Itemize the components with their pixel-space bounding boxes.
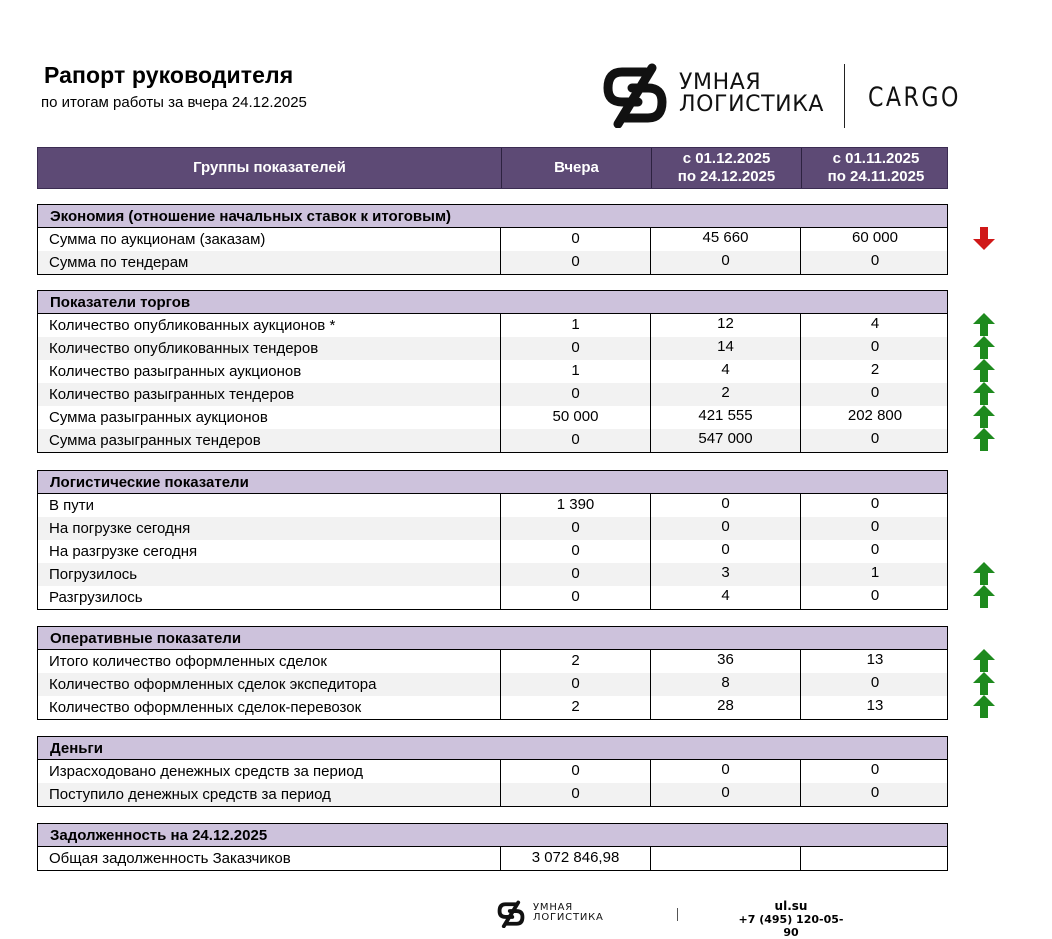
trend-up-arrow-icon [972,427,996,452]
value-previous-period: 0 [870,384,880,401]
logo-divider [844,64,845,128]
value-previous-period: 0 [870,495,880,512]
table-row [38,783,947,806]
value-current-period [651,847,801,870]
row-label: Разгрузилось [38,586,501,609]
header-current-period: с 01.12.2025 по 24.12.2025 [652,148,802,188]
row-label: В пути [38,494,501,517]
trend-up-arrow-icon [972,358,996,383]
value-yesterday: 2 [501,650,651,673]
value-yesterday: 0 [501,228,651,251]
value-yesterday: 0 [501,586,651,609]
value-current-period: 14 [651,337,801,360]
value-previous-period: 0 [870,761,880,778]
row-label: Сумма по аукционам (заказам) [38,228,501,251]
value-previous-period: 0 [870,674,880,691]
value-previous-period: 0 [870,541,880,558]
header-yesterday: Вчера [502,148,652,188]
value-previous-period: 0 [870,252,880,269]
value-previous-period: 2 [870,361,880,378]
row-label: Итого количество оформленных сделок [38,650,501,673]
value-yesterday: 0 [501,540,651,563]
table-row [38,337,947,360]
section-title: Деньги [38,737,947,760]
row-label: Поступило денежных средств за период [38,783,501,806]
table-row [38,228,947,251]
trend-up-arrow-icon [972,648,996,673]
logo-text: УМНАЯ ЛОГИСТИКА [679,70,825,117]
value-yesterday: 50 000 [501,406,651,429]
value-current-period: 421 555 [651,406,801,429]
page-title: Рапорт руководителя [44,62,294,88]
value-current-period: 4 [651,360,801,383]
section-0 [37,204,948,275]
section-1 [37,290,948,453]
value-current-period: 8 [651,673,801,696]
trend-up-arrow-icon [972,671,996,696]
trend-up-arrow-icon [972,312,996,337]
value-current-period: 0 [651,760,801,783]
table-row [38,383,947,406]
section-2 [37,470,948,610]
table-row [38,251,947,274]
table-row [38,406,947,429]
value-current-period: 3 [651,563,801,586]
table-row [38,563,947,586]
trend-up-arrow-icon [972,404,996,429]
value-current-period: 36 [651,650,801,673]
row-label: Израсходовано денежных средств за период [38,760,501,783]
trend-up-arrow-icon [972,584,996,609]
value-current-period: 28 [651,696,801,719]
footer-logo-text: УМНАЯ ЛОГИСТИКА [533,902,604,923]
table-row [38,586,947,609]
row-label: Сумма разыгранных тендеров [38,429,501,452]
value-previous-period: 0 [870,518,880,535]
value-yesterday: 1 390 [501,494,651,517]
value-current-period: 4 [651,586,801,609]
value-previous-period: 13 [866,651,884,668]
company-logo [602,62,961,132]
value-yesterday: 2 [501,696,651,719]
value-current-period: 0 [651,517,801,540]
row-label: Количество разыгранных аукционов [38,360,501,383]
section-4 [37,736,948,807]
table-row [38,760,947,783]
row-label: Сумма по тендерам [38,251,501,274]
footer-divider [677,908,678,921]
value-current-period: 0 [651,540,801,563]
row-label: Погрузилось [38,563,501,586]
footer-logo-mark-icon [496,900,526,928]
trend-down-arrow-icon [972,226,996,251]
table-row [38,847,947,870]
value-yesterday: 0 [501,429,651,452]
table-row [38,673,947,696]
value-yesterday: 0 [501,760,651,783]
row-label: Количество оформленных сделок-перевозок [38,696,501,719]
value-previous-period [801,847,949,870]
value-current-period: 0 [651,251,801,274]
table-row [38,650,947,673]
value-current-period: 2 [651,383,801,406]
logo-mark-icon [602,62,668,128]
section-title: Задолженность на 24.12.2025 [38,824,947,847]
table-header [37,147,948,189]
header-groups: Группы показателей [38,148,502,188]
value-previous-period: 0 [870,784,880,801]
trend-up-arrow-icon [972,561,996,586]
value-yesterday: 0 [501,383,651,406]
value-yesterday: 0 [501,337,651,360]
value-current-period: 45 660 [651,228,801,251]
section-3 [37,626,948,720]
value-yesterday: 0 [501,673,651,696]
value-previous-period: 0 [870,587,880,604]
section-title: Экономия (отношение начальных ставок к итоговым) [38,205,947,228]
value-previous-period: 0 [870,430,880,447]
header-previous-period: с 01.11.2025 по 24.11.2025 [827,150,925,185]
section-title: Показатели торгов [38,291,947,314]
value-yesterday: 3 072 846,98 [501,847,651,870]
logo-cargo: CARGO [868,82,961,113]
value-yesterday: 0 [501,563,651,586]
table-row [38,429,947,452]
row-label: Количество опубликованных аукционов * [38,314,501,337]
trend-up-arrow-icon [972,335,996,360]
section-title: Логистические показатели [38,471,947,494]
row-label: Количество опубликованных тендеров [38,337,501,360]
value-previous-period: 13 [866,697,884,714]
trend-up-arrow-icon [972,381,996,406]
value-current-period: 547 000 [651,429,801,452]
trend-up-arrow-icon [972,694,996,719]
report-table [37,147,948,867]
value-yesterday: 0 [501,517,651,540]
section-5 [37,823,948,871]
value-previous-period: 1 [870,564,880,581]
table-row [38,494,947,517]
table-row [38,540,947,563]
value-previous-period: 202 800 [847,407,903,424]
table-row [38,696,947,719]
value-previous-period: 0 [870,338,880,355]
value-current-period: 12 [651,314,801,337]
table-row [38,360,947,383]
footer-phone[interactable]: +7 (495) 120-05-90 [738,913,844,939]
value-yesterday: 1 [501,360,651,383]
value-yesterday: 0 [501,251,651,274]
table-row [38,314,947,337]
value-current-period: 0 [651,494,801,517]
value-previous-period: 4 [870,315,880,332]
value-yesterday: 1 [501,314,651,337]
value-previous-period: 60 000 [852,229,898,246]
section-title: Оперативные показатели [38,627,947,650]
row-label: Сумма разыгранных аукционов [38,406,501,429]
row-label: Общая задолженность Заказчиков [38,847,501,870]
value-current-period: 0 [651,783,801,806]
row-label: На разгрузке сегодня [38,540,501,563]
value-yesterday: 0 [501,783,651,806]
row-label: Количество разыгранных тендеров [38,383,501,406]
footer-site[interactable]: ul.su [774,899,808,913]
row-label: Количество оформленных сделок экспедитора [38,673,501,696]
page-subtitle: по итогам работы за вчера 24.12.2025 [41,94,307,111]
row-label: На погрузке сегодня [38,517,501,540]
table-row [38,517,947,540]
